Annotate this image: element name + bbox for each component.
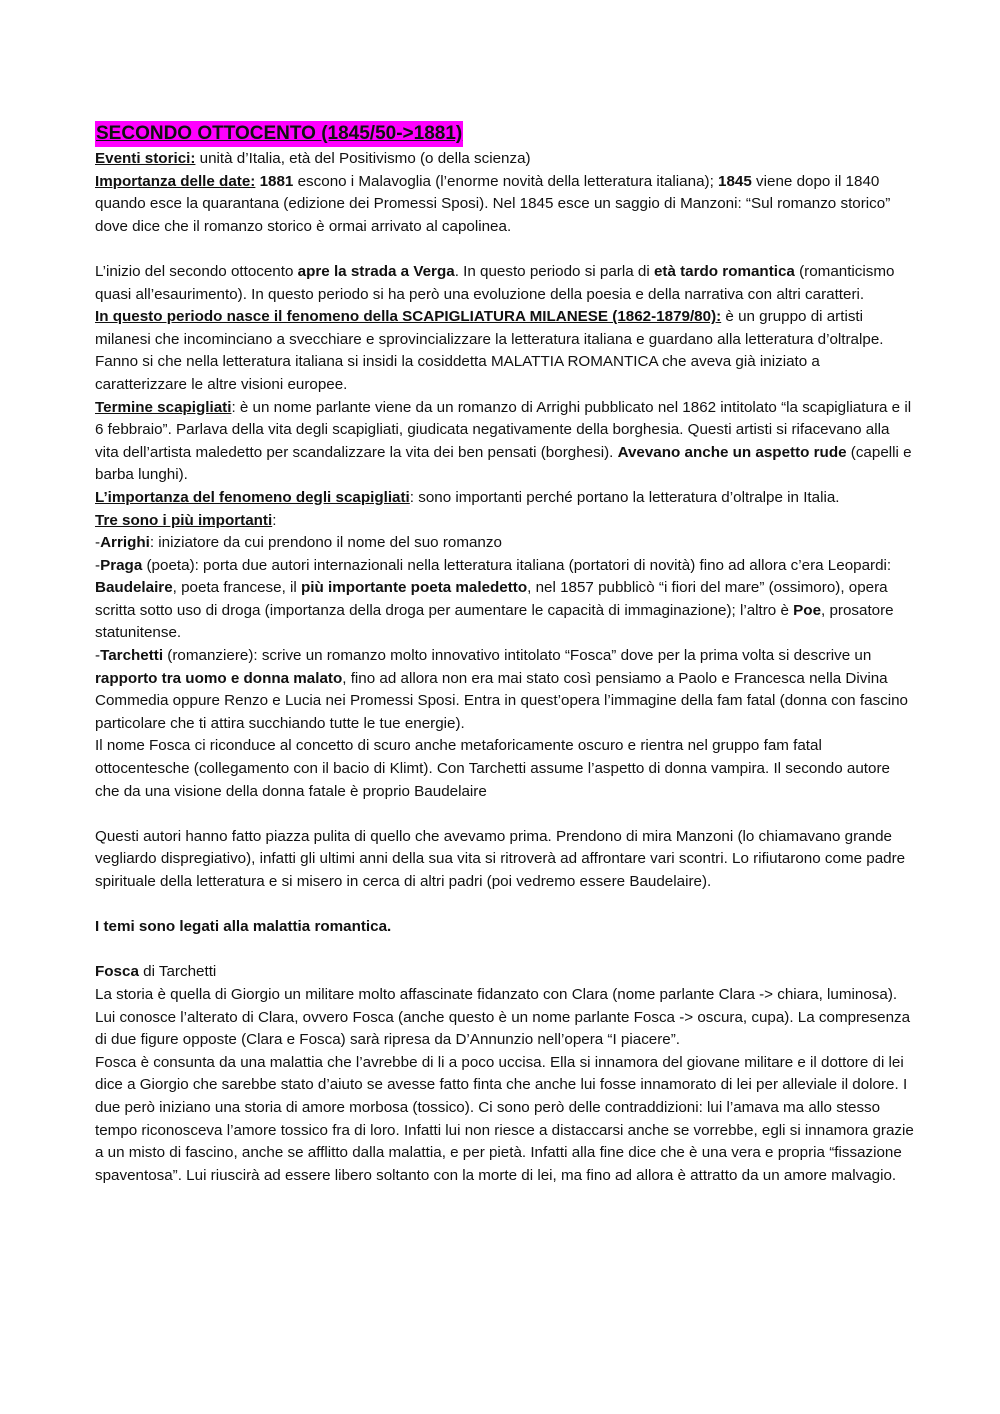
paragraph-termine-scapigliati <box>95 397 915 487</box>
text-span: : sono importanti perché portano la letteratura d’oltralpe in Italia. <box>409 488 840 506</box>
bold-span: Avevano anche un aspetto rude <box>617 443 847 461</box>
bold-span: 1845 <box>718 172 752 190</box>
text-span: , prosatore statunitense. <box>95 601 894 642</box>
bold-span: 1881 <box>259 172 294 190</box>
label-importanza-date: Importanza delle date: <box>95 172 256 190</box>
paragraph-tre-importanti <box>95 510 915 533</box>
paragraph-importanza-fenomeno <box>95 487 915 510</box>
text-span: - <box>95 534 101 552</box>
bold-span: Baudelaire <box>95 579 173 597</box>
label-tre-importanti: Tre sono i più importanti <box>95 511 273 529</box>
paragraph-eventi-storici <box>95 148 915 171</box>
bold-heading: I temi sono legati alla malattia romantica. <box>95 918 392 936</box>
paragraph-piazza-pulita: Questi autori hanno fatto piazza pulita di quello che avevamo prima. Prendono di mira Manzoni (lo chiamavano grande vegliardo dispregiativo), infatti gli ultimi anni della sua vita si ritroverà ad affrontare vari scontri. Lo rifiutarono come padre spirituale della letteratura e si misero in cerca di altri padri (poi vedremo essere Baudelaire). <box>95 827 906 890</box>
list-item-praga <box>95 555 915 645</box>
text-span: (romanziere): scrive un romanzo molto innovativo intitolato “Fosca” dove per la prima volta si descrive un <box>163 647 872 665</box>
text-span: , fino ad allora non era mai stato così pensiamo a Paolo e Francesca nella Divina Commedia oppure Renzo e Lucia nei Promessi Sposi. Entra in quest’opera l’immagine della fam fatal (donna con fascino particolare che ti attira succhiando tutte le tue energie). <box>95 669 908 732</box>
bold-span: Poe <box>793 601 822 619</box>
list-item-tarchetti <box>95 645 915 735</box>
label-importanza-fenomeno: L’importanza del fenomeno degli scapigliati <box>95 488 410 506</box>
text-span: . In questo periodo si parla di <box>454 262 654 280</box>
label-termine-scapigliati: Termine scapigliati <box>95 398 232 416</box>
blank-line <box>95 939 915 962</box>
paragraph-temi <box>95 916 915 939</box>
bold-span: età tardo romantica <box>653 262 795 280</box>
paragraph-fosca-heading <box>95 961 915 984</box>
paragraph-fosca-consunta: Fosca è consunta da una malattia che l’avrebbe di li a poco uccisa. Ella si innamora del giovane militare e il dottore di lei dice a Giorgio che sarebbe stato d’aiuto se avesse fatto finta che anche lui fosse innamorato di lei per alleviale il dolore. I due però iniziano una storia di amore morbosa (tossico). Ci sono però delle contraddizioni: lui l’amava ma allo stesso tempo riconosceva l’amore tossico fra di loro. Infatti lui non riesce a distaccarsi anche se vorrebbe, egli si innamora grazie a un misto di fascino, anche se afflitto dalla malattia, e per pietà. Infatti alla fine dice che è una vera e propria “fissazione spaventosa”. Lui riuscirà ad essere libero soltanto con la morte di lei, ma fino ad allora è attratto da un amore malvagio. <box>95 1053 914 1184</box>
bold-span: apre la strada a Verga <box>297 262 455 280</box>
label-scapigliatura: In questo periodo nasce il fenomeno della SCAPIGLIATURA MILANESE (1862-1879/80): <box>95 308 722 326</box>
bold-span: Fosca <box>95 963 139 981</box>
blank-line <box>95 803 915 826</box>
text-span: - <box>95 647 101 665</box>
blank-line <box>95 894 915 917</box>
bold-span: Praga <box>100 556 143 574</box>
text-span: è un gruppo di artisti milanesi che incominciano a svecchiare e sprovincializzare la letteratura italiana e guardano alla letteratura d’oltralpe. Fanno si che nella letteratura italiana si insidi la cosiddetta MALATTIA ROMANTICA che aveva già iniziato a caratterizzare le altre visioni europee. <box>95 308 884 393</box>
text-span: , nel 1857 pubblicò “i fiori del mare” (ossimoro), opera scritta sotto uso di droga (importanza della droga per aumentare le capacità di immaginazione); l’altro è <box>95 579 888 619</box>
paragraph-scapigliatura <box>95 306 915 396</box>
paragraph-nome-fosca: Il nome Fosca ci riconduce al concetto di scuro anche metaforicamente oscuro e rientra nel gruppo fam fatal ottocentesche (collegamento con il bacio di Klimt). Con Tarchetti assume l’aspetto di donna vampira. Il secondo autore che da una visione della donna fatale è proprio Baudelaire <box>95 737 890 800</box>
bold-span: Tarchetti <box>100 647 164 665</box>
text-span: L’inizio del secondo ottocento <box>95 262 298 280</box>
blank-line <box>95 238 915 261</box>
text-span: (poeta): porta due autori internazionali nella letteratura italiana (portatori di novità) fino ad allora c’era Leopardi: <box>142 556 892 574</box>
text-span: , poeta francese, il <box>172 579 301 597</box>
text-span: viene dopo il 1840 quando esce la quarantana (edizione dei Promessi Sposi). Nel 1845 esce un saggio di Manzoni: “Sul romanzo storico” dove dice che il romanzo storico è ormai arrivato al capolinea. <box>95 172 891 235</box>
list-item-arrighi <box>95 532 915 555</box>
text-eventi-storici: unità d’Italia, età del Positivismo (o della scienza) <box>195 150 531 167</box>
text-span: escono i Malavoglia (l’enorme novità della letteratura italiana); <box>293 172 719 190</box>
text-span: : <box>272 511 277 529</box>
text-span: : è un nome parlante viene da un romanzo di Arrighi pubblicato nel 1862 intitolato “la scapigliatura e il 6 febbraio”. Parlava della vita degli scapigliati, giudicata negativamente della borghesia. Questi artisti si rifacevano alla vita dell’artista maledetto per scandalizzare la vita dei ben pensati (borghesi). <box>95 398 912 461</box>
page-title: SECONDO OTTOCENTO (1845/50->1881) <box>95 121 463 147</box>
text-span: : iniziatore da cui prendono il nome del suo romanzo <box>149 534 502 552</box>
paragraph-importanza-date <box>95 171 915 239</box>
paragraph-inizio-secondo-ottocento <box>95 261 915 306</box>
bold-span: rapporto tra uomo e donna malato <box>95 669 343 687</box>
label-eventi-storici: Eventi storici: <box>95 150 196 167</box>
document-page <box>95 121 915 1187</box>
paragraph-storia-giorgio: La storia è quella di Giorgio un militare molto affascinate fidanzato con Clara (nome parlante Clara -> chiara, luminosa). Lui conosce l’alterato di Clara, ovvero Fosca (anche questo è un nome parlante Fosca -> oscura, cupa). La compresenza di due figure opposte (Clara e Fosca) sarà ripresa da D’Annunzio nell’opera “I piacere”. <box>95 985 911 1049</box>
text-span: di Tarchetti <box>138 963 217 981</box>
text-span: - <box>95 556 101 574</box>
text-span: (romanticismo quasi all’esaurimento). In questo periodo si ha però una evoluzione della poesia e della narrativa con altri caratteri. <box>95 262 895 303</box>
bold-span: Arrighi <box>100 534 150 552</box>
text-span: (capelli e barba lunghi). <box>95 443 912 484</box>
bold-span: più importante poeta maledetto <box>301 579 528 597</box>
